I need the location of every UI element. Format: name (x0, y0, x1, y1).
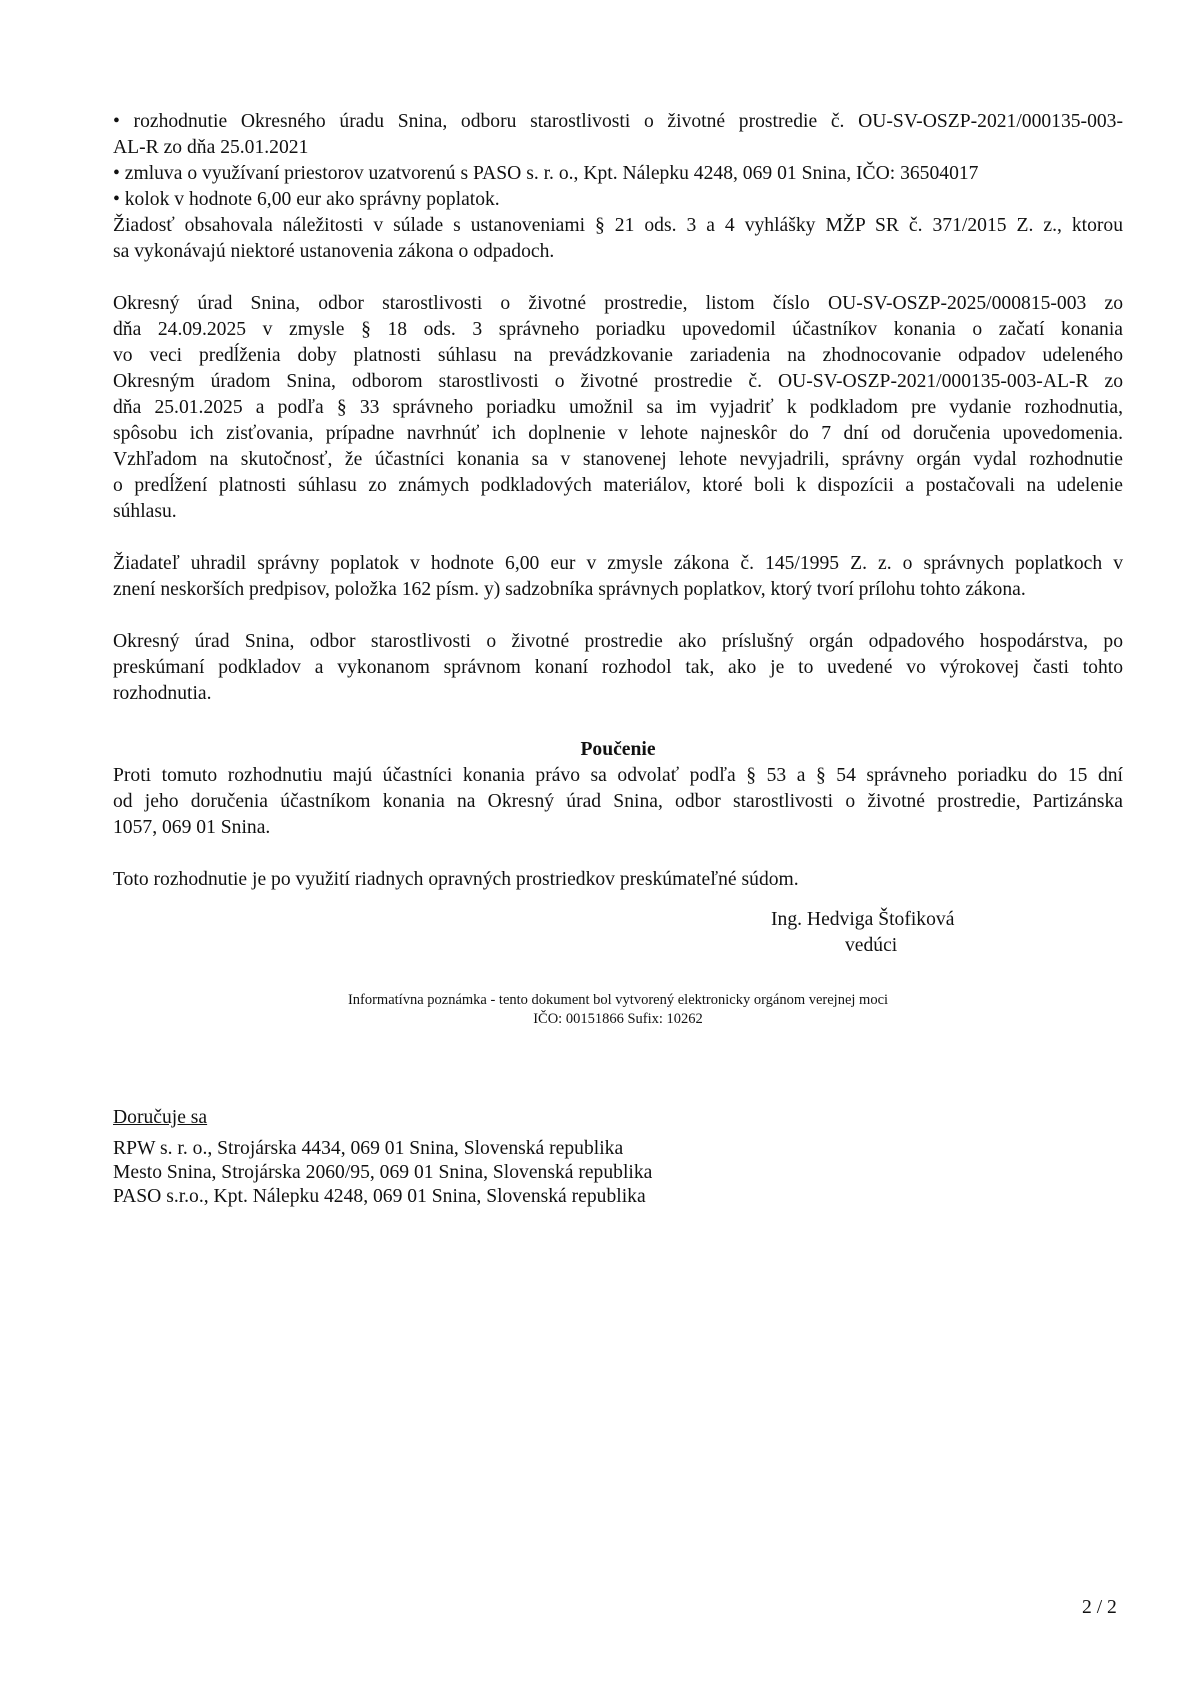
text-line: Okresný úrad Snina, odbor starostlivosti o životné prostredie ako príslušný orgán odpadového hospodárstva, po (113, 631, 1123, 652)
signatory-role: vedúci (845, 935, 898, 956)
info-note: Informatívna poznámka - tento dokument bol vytvorený elektronicky orgánom verejnej moci (347, 992, 889, 1008)
attachment-item (113, 187, 1123, 213)
recipient-item: PASO s.r.o., Kpt. Nálepku 4248, 069 01 Snina, Slovenská republika (113, 1186, 646, 1207)
paragraph-notice (113, 291, 1123, 525)
text-line: Okresný úrad Snina, odbor starostlivosti o životné prostredie, listom číslo OU-SV-OSZP-2025/000815-003 zo (113, 293, 1123, 314)
attachment-line: • rozhodnutie Okresného úradu Snina, odboru starostlivosti o životné prostredie č. OU-SV-OSZP-2021/000135-003- (113, 111, 1123, 132)
ico-note: IČO: 00151866 Sufix: 10262 (533, 1011, 703, 1027)
attachment-line: • zmluva o využívaní priestorov uzatvorenú s PASO s. r. o., Kpt. Nálepku 4248, 069 01 Snina, IČO: 36504017 (113, 163, 979, 184)
attachment-item (113, 161, 1123, 187)
page-number: 2 / 2 (1082, 1597, 1117, 1618)
text-line: Toto rozhodnutie je po využití riadnych opravných prostriedkov preskúmateľné súdom. (113, 869, 799, 890)
text-line: preskúmaní podkladov a vykonanom správnom konaní rozhodol tak, ako je to uvedené vo výrokovej časti tohto (113, 657, 1123, 678)
text-line: spôsobu ich zisťovania, prípadne navrhnúť ich doplnenie v lehote najneskôr do 7 dní od doručenia upovedomenia. (113, 423, 1123, 444)
instruction-heading: Poučenie (580, 739, 656, 760)
text-line: Vzhľadom na skutočnosť, že účastníci konania sa v stanovenej lehote nevyjadrili, správny orgán vydal rozhodnutie (113, 449, 1123, 470)
text-line: 1057, 069 01 Snina. (113, 817, 271, 838)
text-line: dňa 24.09.2025 v zmysle § 18 ods. 3 správneho poriadku upovedomil účastníkov konania o začatí konania (113, 319, 1123, 340)
delivery-block (113, 1105, 1123, 1209)
instruction-paragraph (113, 763, 1123, 841)
paragraph-decision (113, 629, 1123, 707)
document-page (113, 109, 1123, 1209)
text-line: Okresným úradom Snina, odborom starostlivosti o životné prostredie č. OU-SV-OSZP-2021/000135-003-AL-R zo (113, 371, 1123, 392)
signature-block (113, 893, 1123, 1013)
text-line: sa vykonávajú niektoré ustanovenia zákona o odpadoch. (113, 241, 555, 262)
text-line: súhlasu. (113, 501, 177, 522)
text-line: znení neskorších predpisov, položka 162 písm. y) sadzobníka správnych poplatkov, ktorý tvorí prílohu tohto zákona. (113, 579, 1026, 600)
recipient-item: RPW s. r. o., Strojárska 4434, 069 01 Snina, Slovenská republika (113, 1138, 624, 1159)
text-line: dňa 25.01.2025 a podľa § 33 správneho poriadku umožnil sa im vyjadriť k podkladom pre vydanie rozhodnutia, (113, 397, 1123, 418)
signatory-name: Ing. Hedviga Štofiková (771, 909, 955, 930)
delivery-heading: Doručuje sa (113, 1107, 208, 1128)
text-line: Žiadosť obsahovala náležitosti v súlade s ustanoveniami § 21 ods. 3 a 4 vyhlášky MŽP SR č. 371/2015 Z. z., ktorou (113, 215, 1123, 236)
text-line: vo veci predĺženia doby platnosti súhlasu na prevádzkovanie zariadenia na zhodnocovanie odpadov udeleného (113, 345, 1123, 366)
text-line: o predĺžení platnosti súhlasu zo známych podkladových materiálov, ktoré boli k dispozícii a postačovali na udelenie (113, 475, 1123, 496)
text-line: od jeho doručenia účastníkom konania na Okresný úrad Snina, odbor starostlivosti o životné prostredie, Partizánska (113, 791, 1123, 812)
text-line: rozhodnutia. (113, 683, 212, 704)
attachment-line: • kolok v hodnote 6,00 eur ako správny poplatok. (113, 189, 500, 210)
attachment-item (113, 109, 1123, 161)
recipient-item: Mesto Snina, Strojárska 2060/95, 069 01 Snina, Slovenská republika (113, 1162, 653, 1183)
paragraph-fee (113, 551, 1123, 603)
request-note (113, 213, 1123, 265)
text-line: Žiadateľ uhradil správny poplatok v hodnote 6,00 eur v zmysle zákona č. 145/1995 Z. z. o správnych poplatkoch v (113, 553, 1123, 574)
text-line: Proti tomuto rozhodnutiu majú účastníci konania právo sa odvolať podľa § 53 a § 54 správneho poriadku do 15 dní (113, 765, 1123, 786)
review-note (113, 867, 1123, 893)
attachments-list (113, 109, 1123, 213)
attachment-line: AL-R zo dňa 25.01.2021 (113, 137, 309, 158)
